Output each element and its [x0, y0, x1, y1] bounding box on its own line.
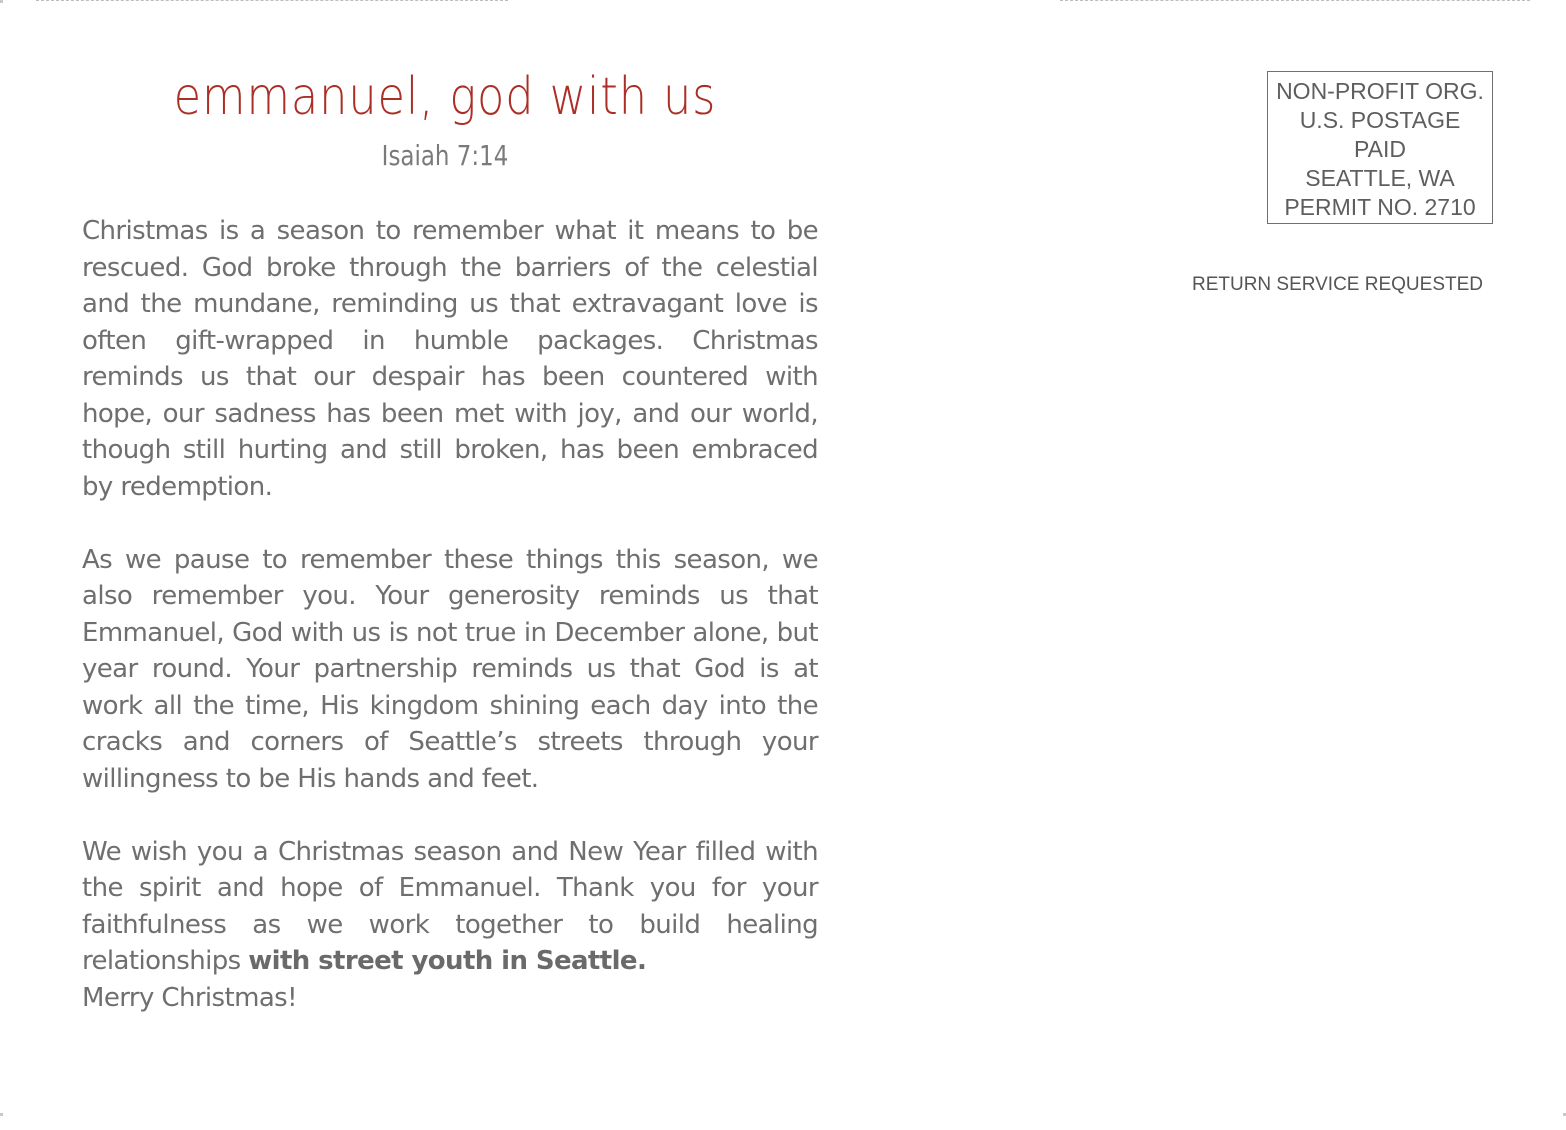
indicia-line: U.S. POSTAGE [1299, 107, 1461, 133]
corner-mark [0, 1113, 3, 1116]
return-service-notice: RETURN SERVICE REQUESTED [1191, 274, 1483, 295]
letter-paragraph: As we pause to remember these things this season, we also remember you. Your generosity reminds us that Emmanuel, God with us is not true in December alone, but year round. Your partnership reminds us that God is at work all the time, His kingdom shining each day into the cracks and corners of Seattle’s streets through your willingness to be His hands and feet. [82, 544, 818, 794]
indicia-line: PERMIT NO. 2710 [1284, 194, 1476, 220]
emphasized-text: with street youth in Seattle. [248, 946, 647, 976]
crop-mark-top-right [1060, 0, 1530, 1]
corner-mark [0, 0, 3, 3]
indicia-line: SEATTLE, WA [1305, 165, 1455, 191]
paragraph-text: We wish you a Christmas season and New Year filled with the spirit and hope of Emmanuel. Thank you for your faithfulness as we work together to build healing relationships [82, 836, 818, 976]
indicia-line: PAID [1354, 136, 1406, 162]
scripture-reference: Isaiah 7:14 [381, 139, 509, 172]
letter-paragraph: Christmas is a season to remember what it means to be rescued. God broke through the barriers of the celestial and the mundane, reminding us that extravagant love is often gift-wrapped in humble packages. Christmas reminds us that our despair has been countered with hope, our sadness has been met with joy, and our world, though still hurting and still broken, has been embraced by redemption. [82, 216, 818, 502]
letter-body [82, 213, 818, 1016]
postage-indicia [1267, 71, 1493, 224]
indicia-line: NON-PROFIT ORG. [1276, 78, 1484, 104]
crop-mark-top-left [36, 0, 508, 1]
letter-paragraph [82, 834, 818, 1017]
closing-text: Merry Christmas! [82, 982, 297, 1013]
card-title: emmanuel, god with us [173, 67, 717, 127]
